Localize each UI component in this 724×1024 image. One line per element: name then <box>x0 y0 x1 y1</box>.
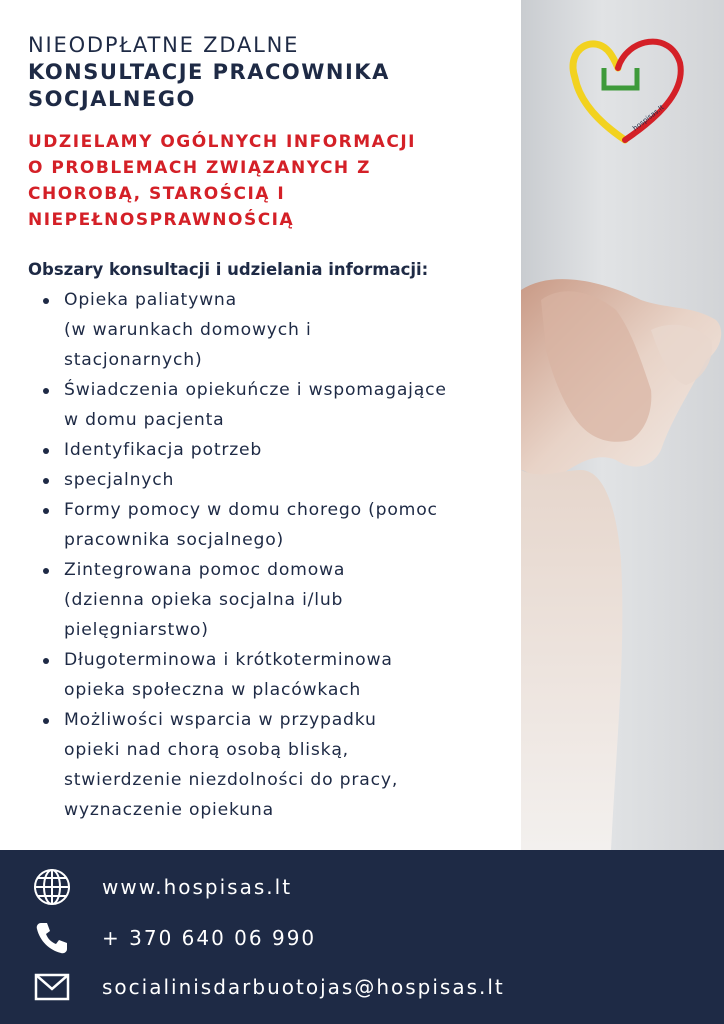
list-item-line: Zintegrowana pomoc domowa <box>64 560 346 580</box>
list-item-line: Świadczenia opiekuńcze i wspomagające <box>64 380 447 400</box>
list-item <box>28 705 508 825</box>
website-link[interactable]: www.hospisas.lt <box>102 875 293 899</box>
phone-number[interactable]: + 370 640 06 990 <box>102 926 317 950</box>
list-item-line: pielęgniarstwo) <box>64 620 209 640</box>
phone-icon <box>32 918 72 958</box>
list-item-line: opieka społeczna w placówkach <box>64 680 362 700</box>
title-line-2: KONSULTACJE PRACOWNIKA <box>28 60 390 84</box>
subtitle-line: O PROBLEMACH ZWIĄZANYCH Z <box>28 158 371 178</box>
list-item-line: stwierdzenie niezdolności do pracy, <box>64 770 399 790</box>
list-item-line: Formy pomocy w domu chorego (pomoc <box>64 500 438 520</box>
globe-icon <box>32 867 72 907</box>
list-item-line: Długoterminowa i krótkoterminowa <box>64 650 393 670</box>
list-item <box>28 285 508 375</box>
list-item-line: Opieka paliatywna <box>64 290 237 310</box>
areas-heading: Obszary konsultacji i udzielania informacji: <box>28 260 429 279</box>
list-item-line: (w warunkach domowych i <box>64 320 312 340</box>
subtitle-line: UDZIELAMY OGÓLNYCH INFORMACJI <box>28 132 416 152</box>
list-item <box>28 375 508 435</box>
subtitle-line: CHOROBĄ, STAROŚCIĄ I <box>28 184 286 204</box>
list-item <box>28 435 508 465</box>
email-contact[interactable] <box>32 967 505 1007</box>
subtitle <box>28 129 508 233</box>
list-item-line: pracownika socjalnego) <box>64 530 285 550</box>
hospisas-logo <box>555 28 687 150</box>
contact-footer <box>0 850 724 1024</box>
list-item-line: opieki nad chorą osobą bliską, <box>64 740 349 760</box>
list-item-line: w domu pacjenta <box>64 410 225 430</box>
list-item-line: Możliwości wsparcia w przypadku <box>64 710 377 730</box>
areas-list <box>28 285 508 825</box>
list-item-line: wyznaczenie opiekuna <box>64 800 274 820</box>
email-link[interactable]: socialinisdarbuotojas@hospisas.lt <box>102 975 505 999</box>
website-contact[interactable] <box>32 867 293 907</box>
list-item-line: specjalnych <box>64 470 175 490</box>
logo-text: hospisas.lt <box>631 103 666 133</box>
subtitle-line: NIEPEŁNOSPRAWNOŚCIĄ <box>28 210 295 230</box>
list-item-line: (dzienna opieka socjalna i/lub <box>64 590 344 610</box>
title-line-3: SOCJALNEGO <box>28 87 196 111</box>
main-content <box>28 32 508 825</box>
list-item <box>28 645 508 705</box>
title-line-1: NIEODPŁATNE ZDALNE <box>28 33 300 57</box>
list-item <box>28 465 508 495</box>
phone-contact[interactable] <box>32 918 317 958</box>
list-item <box>28 555 508 645</box>
list-item-line: Identyfikacja potrzeb <box>64 440 263 460</box>
list-item <box>28 495 508 555</box>
list-item-line: stacjonarnych) <box>64 350 203 370</box>
mail-icon <box>32 967 72 1007</box>
